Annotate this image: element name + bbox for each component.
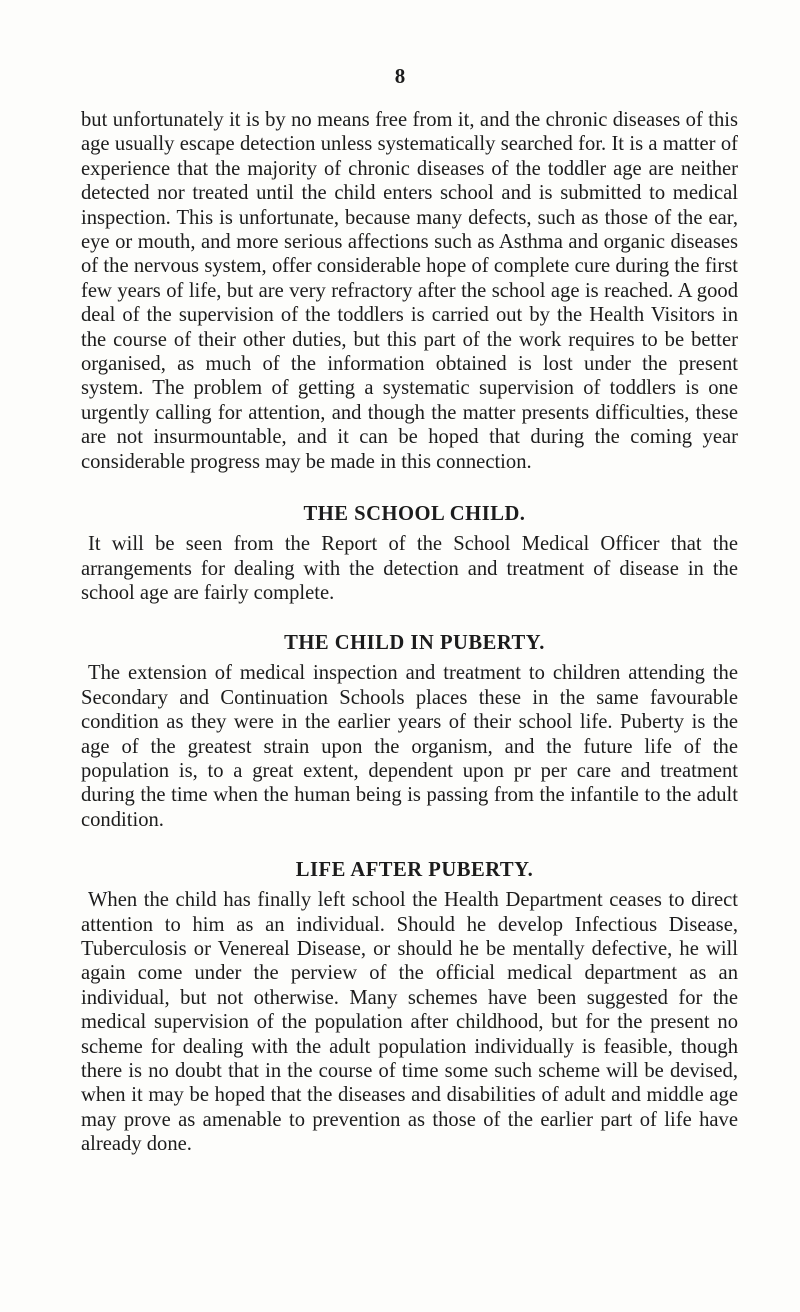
- page-body: [81, 108, 738, 1157]
- page-number: 8: [394, 64, 406, 88]
- heading-life-after-puberty: LIFE AFTER PUBERTY.: [295, 859, 534, 882]
- heading-school-child: THE SCHOOL CHILD.: [303, 503, 526, 526]
- child-in-puberty-paragraph: The extension of medical inspection and treatment to children attending the Secondary and Continuation Schools places these in the same favourable condition as they were in the earlier years of their school life. Puberty is the age of the greatest strain upon the organism, and the future life of the population is, to a great extent, dependent upon pr per care and treatment during the time when the human being is passing from the infantile to the adult condition.: [81, 662, 738, 831]
- life-after-puberty-paragraph: When the child has finally left school the Health Department ceases to direct attention to him as an individual. Should he develop Infectious Disease, Tuberculosis or Venereal Disease, or should he be mentally defective, he will again come under the perview of the official medical department as an individual, but not otherwise. Many schemes have been suggested for the medical supervision of the population after childhood, but for the present no scheme for dealing with the adult population individually is feasible, though there is no doubt that in the course of time some such scheme will be devised, when it may be hoped that the diseases and disabilities of adult and middle age may prove as amenable to prevention as those of the earlier part of life have already done.: [81, 889, 738, 1156]
- school-child-paragraph: It will be seen from the Report of the School Medical Officer that the arrangements for dealing with the detection and treatment of disease in the school age are fairly complete.: [81, 533, 738, 604]
- intro-paragraph: but unfortunately it is by no means free from it, and the chronic diseases of this age usually escape detection unless systematically searched for. It is a matter of experience that the majority of chronic diseases of the toddler age are neither detected nor treated until the child enters school and is submitted to medical inspection. This is unfortunate, because many defects, such as those of the ear, eye or mouth, and more serious affections such as Asthma and organic diseases of the nervous system, offer considerable hope of complete cure during the first few years of life, but are very refractory after the school age is reached. A good deal of the supervision of the toddlers is carried out by the Health Visitors in the course of their other duties, but this part of the work requires to be better organised, as much of the information obtained is lost under the present system. The problem of getting a systematic supervision of toddlers is one urgently calling for attention, and though the matter presents difficulties, these are not insurmountable, and it can be hoped that during the coming year considerable progress may be made in this connection.: [81, 109, 738, 473]
- heading-child-in-puberty: THE CHILD IN PUBERTY.: [284, 632, 545, 655]
